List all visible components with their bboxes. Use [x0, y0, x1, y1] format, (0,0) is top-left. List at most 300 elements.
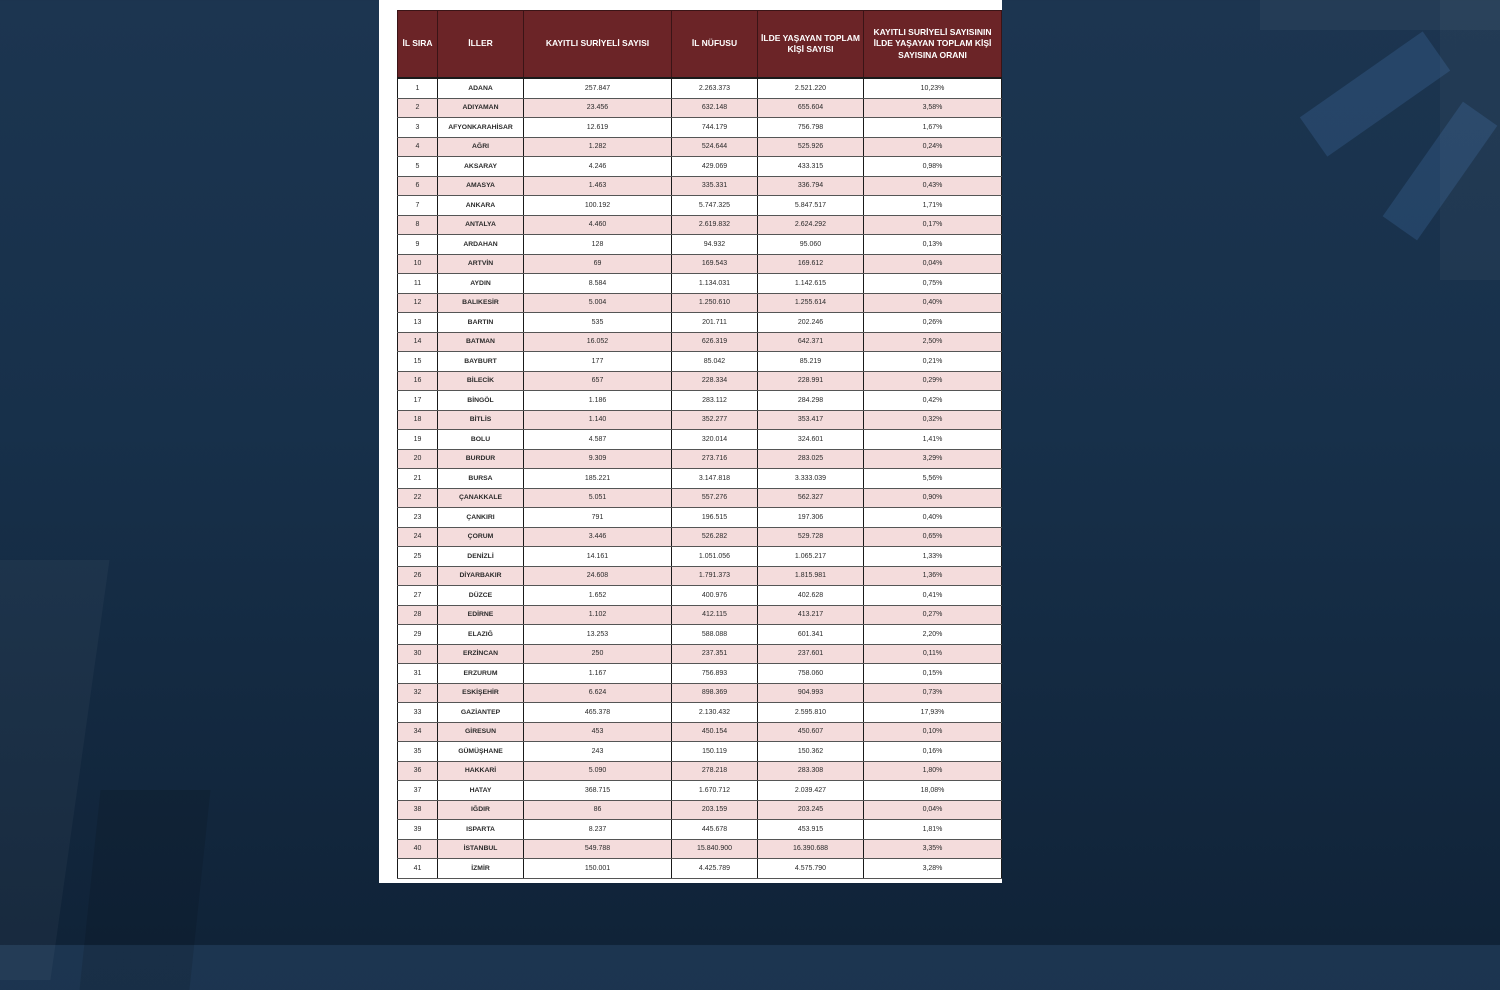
- cell-ratio: 1,41%: [864, 430, 1002, 450]
- cell-registered-syrians: 86: [524, 800, 672, 820]
- cell-rank: 10: [398, 254, 438, 274]
- cell-registered-syrians: 465.378: [524, 703, 672, 723]
- cell-province-population: 429.069: [672, 157, 758, 177]
- cell-province: ANTALYA: [438, 215, 524, 235]
- table-row: [398, 332, 1002, 352]
- table-row: [398, 274, 1002, 294]
- cell-province: HAKKARİ: [438, 761, 524, 781]
- cell-province: ÇORUM: [438, 527, 524, 547]
- cell-total-people: 642.371: [758, 332, 864, 352]
- cell-registered-syrians: 16.052: [524, 332, 672, 352]
- table-row: [398, 157, 1002, 177]
- cell-province: ELAZIĞ: [438, 625, 524, 645]
- cell-rank: 16: [398, 371, 438, 391]
- cell-registered-syrians: 1.463: [524, 176, 672, 196]
- cell-total-people: 1.142.615: [758, 274, 864, 294]
- cell-province: BARTIN: [438, 313, 524, 333]
- cell-rank: 18: [398, 410, 438, 430]
- table-row: [398, 586, 1002, 606]
- cell-registered-syrians: 1.282: [524, 137, 672, 157]
- cell-total-people: 85.219: [758, 352, 864, 372]
- table-row: [398, 800, 1002, 820]
- cell-registered-syrians: 535: [524, 313, 672, 333]
- cell-ratio: 0,73%: [864, 683, 1002, 703]
- cell-registered-syrians: 1.102: [524, 605, 672, 625]
- cell-province-population: 3.147.818: [672, 469, 758, 489]
- cell-ratio: 0,17%: [864, 215, 1002, 235]
- cell-rank: 9: [398, 235, 438, 255]
- background-shape: [79, 790, 210, 990]
- cell-rank: 13: [398, 313, 438, 333]
- cell-ratio: 1,33%: [864, 547, 1002, 567]
- cell-registered-syrians: 5.051: [524, 488, 672, 508]
- cell-ratio: 0,40%: [864, 293, 1002, 313]
- cell-province-population: 5.747.325: [672, 196, 758, 216]
- cell-province-population: 450.154: [672, 722, 758, 742]
- cell-rank: 23: [398, 508, 438, 528]
- table-row: [398, 820, 1002, 840]
- cell-province-population: 1.134.031: [672, 274, 758, 294]
- cell-province-population: 1.051.056: [672, 547, 758, 567]
- cell-ratio: 3,35%: [864, 839, 1002, 859]
- cell-registered-syrians: 177: [524, 352, 672, 372]
- table-row: [398, 98, 1002, 118]
- cell-registered-syrians: 24.608: [524, 566, 672, 586]
- cell-province-population: 524.644: [672, 137, 758, 157]
- cell-province: DİYARBAKIR: [438, 566, 524, 586]
- cell-province-population: 626.319: [672, 332, 758, 352]
- cell-province-population: 85.042: [672, 352, 758, 372]
- cell-registered-syrians: 257.847: [524, 78, 672, 98]
- cell-province: AYDIN: [438, 274, 524, 294]
- background-shape: [1300, 31, 1450, 156]
- cell-province-population: 412.115: [672, 605, 758, 625]
- cell-ratio: 0,16%: [864, 742, 1002, 762]
- cell-ratio: 1,71%: [864, 196, 1002, 216]
- cell-province-population: 445.678: [672, 820, 758, 840]
- cell-total-people: 353.417: [758, 410, 864, 430]
- cell-ratio: 0,65%: [864, 527, 1002, 547]
- cell-rank: 5: [398, 157, 438, 177]
- cell-ratio: 0,24%: [864, 137, 1002, 157]
- cell-ratio: 0,75%: [864, 274, 1002, 294]
- table-row: [398, 196, 1002, 216]
- cell-province-population: 352.277: [672, 410, 758, 430]
- cell-province: ESKİŞEHİR: [438, 683, 524, 703]
- table-row: [398, 488, 1002, 508]
- cell-rank: 29: [398, 625, 438, 645]
- cell-province-population: 2.263.373: [672, 78, 758, 98]
- cell-province: DENİZLİ: [438, 547, 524, 567]
- table-row: [398, 371, 1002, 391]
- cell-rank: 4: [398, 137, 438, 157]
- cell-province: GÜMÜŞHANE: [438, 742, 524, 762]
- cell-registered-syrians: 8.584: [524, 274, 672, 294]
- cell-province-population: 2.619.832: [672, 215, 758, 235]
- cell-total-people: 3.333.039: [758, 469, 864, 489]
- table-row: [398, 78, 1002, 98]
- cell-total-people: 4.575.790: [758, 859, 864, 879]
- table-row: [398, 293, 1002, 313]
- cell-province-population: 201.711: [672, 313, 758, 333]
- cell-rank: 40: [398, 839, 438, 859]
- cell-total-people: 336.794: [758, 176, 864, 196]
- cell-total-people: 904.993: [758, 683, 864, 703]
- cell-registered-syrians: 4.587: [524, 430, 672, 450]
- cell-total-people: 2.039.427: [758, 781, 864, 801]
- cell-ratio: 0,26%: [864, 313, 1002, 333]
- cell-province-population: 203.159: [672, 800, 758, 820]
- table-row: [398, 469, 1002, 489]
- cell-total-people: 413.217: [758, 605, 864, 625]
- cell-registered-syrians: 453: [524, 722, 672, 742]
- cell-province: ARTVİN: [438, 254, 524, 274]
- cell-total-people: 756.798: [758, 118, 864, 138]
- cell-registered-syrians: 9.309: [524, 449, 672, 469]
- cell-province: AMASYA: [438, 176, 524, 196]
- cell-total-people: 525.926: [758, 137, 864, 157]
- header-ratio: KAYITLI SURİYELİ SAYISININ İLDE YAŞAYAN TOPLAM KİŞİ SAYISINA ORANI: [864, 11, 1002, 79]
- cell-ratio: 0,13%: [864, 235, 1002, 255]
- cell-total-people: 2.521.220: [758, 78, 864, 98]
- cell-registered-syrians: 12.619: [524, 118, 672, 138]
- cell-ratio: 1,36%: [864, 566, 1002, 586]
- cell-total-people: 95.060: [758, 235, 864, 255]
- cell-ratio: 3,29%: [864, 449, 1002, 469]
- cell-registered-syrians: 100.192: [524, 196, 672, 216]
- cell-total-people: 601.341: [758, 625, 864, 645]
- table-row: [398, 839, 1002, 859]
- cell-total-people: 562.327: [758, 488, 864, 508]
- header-province: İLLER: [438, 11, 524, 79]
- cell-ratio: 5,56%: [864, 469, 1002, 489]
- cell-province: ANKARA: [438, 196, 524, 216]
- cell-province-population: 320.014: [672, 430, 758, 450]
- cell-ratio: 1,81%: [864, 820, 1002, 840]
- cell-province: ERZURUM: [438, 664, 524, 684]
- cell-ratio: 0,29%: [864, 371, 1002, 391]
- cell-total-people: 433.315: [758, 157, 864, 177]
- cell-ratio: 0,43%: [864, 176, 1002, 196]
- cell-ratio: 3,58%: [864, 98, 1002, 118]
- cell-ratio: 0,32%: [864, 410, 1002, 430]
- cell-total-people: 2.624.292: [758, 215, 864, 235]
- cell-province-population: 273.716: [672, 449, 758, 469]
- cell-rank: 27: [398, 586, 438, 606]
- cell-rank: 20: [398, 449, 438, 469]
- cell-province-population: 1.791.373: [672, 566, 758, 586]
- cell-ratio: 0,10%: [864, 722, 1002, 742]
- cell-ratio: 0,11%: [864, 644, 1002, 664]
- cell-total-people: 169.612: [758, 254, 864, 274]
- cell-province-population: 228.334: [672, 371, 758, 391]
- cell-registered-syrians: 1.140: [524, 410, 672, 430]
- table-body: [398, 78, 1002, 878]
- cell-rank: 17: [398, 391, 438, 411]
- table-row: [398, 742, 1002, 762]
- cell-ratio: 0,04%: [864, 254, 1002, 274]
- cell-rank: 15: [398, 352, 438, 372]
- cell-province-population: 1.670.712: [672, 781, 758, 801]
- cell-province-population: 632.148: [672, 98, 758, 118]
- cell-rank: 36: [398, 761, 438, 781]
- table-row: [398, 118, 1002, 138]
- cell-province-population: 526.282: [672, 527, 758, 547]
- cell-ratio: 18,08%: [864, 781, 1002, 801]
- cell-province-population: 756.893: [672, 664, 758, 684]
- cell-province: İZMİR: [438, 859, 524, 879]
- table-row: [398, 761, 1002, 781]
- cell-total-people: 5.847.517: [758, 196, 864, 216]
- cell-ratio: 0,90%: [864, 488, 1002, 508]
- table-row: [398, 176, 1002, 196]
- cell-registered-syrians: 243: [524, 742, 672, 762]
- cell-province: ADANA: [438, 78, 524, 98]
- cell-ratio: 0,42%: [864, 391, 1002, 411]
- cell-total-people: 529.728: [758, 527, 864, 547]
- cell-registered-syrians: 150.001: [524, 859, 672, 879]
- cell-total-people: 1.065.217: [758, 547, 864, 567]
- header-province-population: İL NÜFUSU: [672, 11, 758, 79]
- table-row: [398, 644, 1002, 664]
- table-row: [398, 566, 1002, 586]
- cell-rank: 37: [398, 781, 438, 801]
- cell-rank: 12: [398, 293, 438, 313]
- cell-registered-syrians: 13.253: [524, 625, 672, 645]
- cell-registered-syrians: 6.624: [524, 683, 672, 703]
- cell-total-people: 1.815.981: [758, 566, 864, 586]
- table-row: [398, 703, 1002, 723]
- cell-rank: 32: [398, 683, 438, 703]
- cell-total-people: 202.246: [758, 313, 864, 333]
- header-registered-syrians: KAYITLI SURİYELİ SAYISI: [524, 11, 672, 79]
- cell-ratio: 1,67%: [864, 118, 1002, 138]
- cell-province-population: 15.840.900: [672, 839, 758, 859]
- cell-ratio: 2,20%: [864, 625, 1002, 645]
- cell-registered-syrians: 1.652: [524, 586, 672, 606]
- cell-rank: 34: [398, 722, 438, 742]
- cell-ratio: 0,21%: [864, 352, 1002, 372]
- cell-total-people: 197.306: [758, 508, 864, 528]
- cell-rank: 3: [398, 118, 438, 138]
- cell-registered-syrians: 23.456: [524, 98, 672, 118]
- cell-province-population: 283.112: [672, 391, 758, 411]
- cell-province: BURDUR: [438, 449, 524, 469]
- cell-province-population: 335.331: [672, 176, 758, 196]
- cell-registered-syrians: 185.221: [524, 469, 672, 489]
- cell-ratio: 1,80%: [864, 761, 1002, 781]
- cell-rank: 7: [398, 196, 438, 216]
- table-row: [398, 430, 1002, 450]
- table-row: [398, 449, 1002, 469]
- cell-rank: 21: [398, 469, 438, 489]
- table-row: [398, 410, 1002, 430]
- cell-province-population: 898.369: [672, 683, 758, 703]
- cell-total-people: 450.607: [758, 722, 864, 742]
- cell-ratio: 17,93%: [864, 703, 1002, 723]
- cell-province: BİTLİS: [438, 410, 524, 430]
- table-row: [398, 664, 1002, 684]
- cell-province-population: 557.276: [672, 488, 758, 508]
- cell-province: GAZİANTEP: [438, 703, 524, 723]
- cell-province: ARDAHAN: [438, 235, 524, 255]
- cell-registered-syrians: 14.161: [524, 547, 672, 567]
- cell-registered-syrians: 3.446: [524, 527, 672, 547]
- cell-province: DÜZCE: [438, 586, 524, 606]
- cell-rank: 38: [398, 800, 438, 820]
- table-row: [398, 683, 1002, 703]
- cell-registered-syrians: 368.715: [524, 781, 672, 801]
- cell-ratio: 0,15%: [864, 664, 1002, 684]
- cell-rank: 26: [398, 566, 438, 586]
- cell-rank: 8: [398, 215, 438, 235]
- table-row: [398, 781, 1002, 801]
- cell-rank: 22: [398, 488, 438, 508]
- cell-registered-syrians: 5.090: [524, 761, 672, 781]
- cell-rank: 31: [398, 664, 438, 684]
- cell-total-people: 2.595.810: [758, 703, 864, 723]
- cell-province-population: 278.218: [672, 761, 758, 781]
- cell-total-people: 237.601: [758, 644, 864, 664]
- cell-ratio: 2,50%: [864, 332, 1002, 352]
- cell-province: BATMAN: [438, 332, 524, 352]
- header-total-people: İLDE YAŞAYAN TOPLAM KİŞİ SAYISI: [758, 11, 864, 79]
- cell-province-population: 2.130.432: [672, 703, 758, 723]
- cell-total-people: 1.255.614: [758, 293, 864, 313]
- cell-province: AĞRI: [438, 137, 524, 157]
- cell-province: ÇANKIRI: [438, 508, 524, 528]
- cell-registered-syrians: 1.167: [524, 664, 672, 684]
- document-image: [379, 0, 1002, 883]
- cell-province: BİNGÖL: [438, 391, 524, 411]
- table-row: [398, 527, 1002, 547]
- cell-registered-syrians: 128: [524, 235, 672, 255]
- cell-total-people: 655.604: [758, 98, 864, 118]
- cell-registered-syrians: 5.004: [524, 293, 672, 313]
- cell-province: AFYONKARAHİSAR: [438, 118, 524, 138]
- cell-province: BURSA: [438, 469, 524, 489]
- table-row: [398, 722, 1002, 742]
- cell-rank: 2: [398, 98, 438, 118]
- cell-province: ERZİNCAN: [438, 644, 524, 664]
- cell-registered-syrians: 8.237: [524, 820, 672, 840]
- cell-rank: 19: [398, 430, 438, 450]
- table-row: [398, 254, 1002, 274]
- table-row: [398, 859, 1002, 879]
- cell-province-population: 94.932: [672, 235, 758, 255]
- cell-province-population: 169.543: [672, 254, 758, 274]
- cell-registered-syrians: 549.788: [524, 839, 672, 859]
- table-row: [398, 352, 1002, 372]
- cell-total-people: 228.991: [758, 371, 864, 391]
- table-row: [398, 605, 1002, 625]
- cell-rank: 41: [398, 859, 438, 879]
- table-row: [398, 235, 1002, 255]
- cell-province: ADIYAMAN: [438, 98, 524, 118]
- cell-province-population: 150.119: [672, 742, 758, 762]
- cell-rank: 6: [398, 176, 438, 196]
- table-row: [398, 547, 1002, 567]
- cell-province: BAYBURT: [438, 352, 524, 372]
- cell-ratio: 0,98%: [864, 157, 1002, 177]
- cell-total-people: 283.308: [758, 761, 864, 781]
- table-row: [398, 215, 1002, 235]
- cell-rank: 1: [398, 78, 438, 98]
- cell-rank: 30: [398, 644, 438, 664]
- cell-ratio: 3,28%: [864, 859, 1002, 879]
- cell-rank: 39: [398, 820, 438, 840]
- cell-rank: 25: [398, 547, 438, 567]
- table-row: [398, 313, 1002, 333]
- cell-total-people: 453.915: [758, 820, 864, 840]
- cell-registered-syrians: 4.246: [524, 157, 672, 177]
- table-header-row: [398, 11, 1002, 79]
- cell-province-population: 588.088: [672, 625, 758, 645]
- cell-total-people: 402.628: [758, 586, 864, 606]
- table-row: [398, 137, 1002, 157]
- cell-province: EDİRNE: [438, 605, 524, 625]
- cell-province-population: 1.250.610: [672, 293, 758, 313]
- cell-registered-syrians: 1.186: [524, 391, 672, 411]
- cell-province-population: 196.515: [672, 508, 758, 528]
- cell-ratio: 0,40%: [864, 508, 1002, 528]
- cell-registered-syrians: 250: [524, 644, 672, 664]
- cell-ratio: 10,23%: [864, 78, 1002, 98]
- cell-province: AKSARAY: [438, 157, 524, 177]
- cell-province: BİLECİK: [438, 371, 524, 391]
- cell-province: ÇANAKKALE: [438, 488, 524, 508]
- cell-rank: 33: [398, 703, 438, 723]
- cell-total-people: 16.390.688: [758, 839, 864, 859]
- cell-ratio: 0,27%: [864, 605, 1002, 625]
- cell-registered-syrians: 657: [524, 371, 672, 391]
- cell-province-population: 400.976: [672, 586, 758, 606]
- cell-registered-syrians: 4.460: [524, 215, 672, 235]
- cell-total-people: 150.362: [758, 742, 864, 762]
- cell-registered-syrians: 69: [524, 254, 672, 274]
- cell-rank: 11: [398, 274, 438, 294]
- cell-province-population: 744.179: [672, 118, 758, 138]
- cell-rank: 28: [398, 605, 438, 625]
- cell-total-people: 203.245: [758, 800, 864, 820]
- cell-rank: 24: [398, 527, 438, 547]
- cell-province: HATAY: [438, 781, 524, 801]
- cell-province: İSTANBUL: [438, 839, 524, 859]
- cell-registered-syrians: 791: [524, 508, 672, 528]
- cell-province: BALIKESİR: [438, 293, 524, 313]
- cell-province-population: 4.425.789: [672, 859, 758, 879]
- cell-ratio: 0,41%: [864, 586, 1002, 606]
- cell-province: BOLU: [438, 430, 524, 450]
- cell-total-people: 283.025: [758, 449, 864, 469]
- cell-rank: 14: [398, 332, 438, 352]
- header-rank: İL SIRA: [398, 11, 438, 79]
- cell-province: IĞDIR: [438, 800, 524, 820]
- cell-rank: 35: [398, 742, 438, 762]
- cell-total-people: 324.601: [758, 430, 864, 450]
- table-row: [398, 625, 1002, 645]
- cell-ratio: 0,04%: [864, 800, 1002, 820]
- table-row: [398, 508, 1002, 528]
- cell-province: GİRESUN: [438, 722, 524, 742]
- cell-province: ISPARTA: [438, 820, 524, 840]
- table-row: [398, 391, 1002, 411]
- syrian-population-table: [397, 10, 1002, 879]
- background-shape: [1440, 0, 1500, 280]
- cell-province-population: 237.351: [672, 644, 758, 664]
- cell-total-people: 758.060: [758, 664, 864, 684]
- cell-total-people: 284.298: [758, 391, 864, 411]
